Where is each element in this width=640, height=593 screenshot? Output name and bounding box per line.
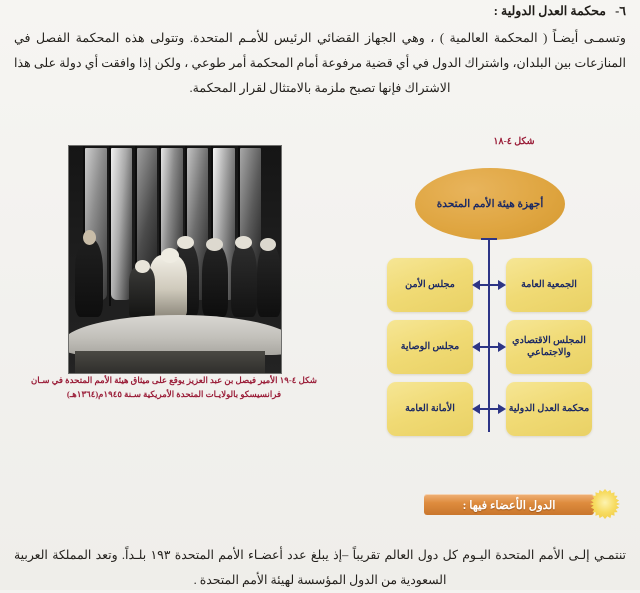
section-title: محكمة العدل الدولية : <box>493 4 606 18</box>
members-section-banner <box>424 489 620 519</box>
photo-image <box>69 146 281 373</box>
starburst-icon <box>590 489 620 519</box>
diagram-root-label: أجهزة هيئة الأمم المتحدة <box>436 198 544 210</box>
diagram-root-node <box>415 168 565 240</box>
banner-title: الدول الأعضاء فيها : <box>462 499 556 512</box>
diagram-node-icj: محكمة العدل الدولية <box>506 382 592 436</box>
diagram-figure-label: شكل ٤-١٨ <box>493 137 535 147</box>
diagram-node-trusteeship-council: مجلس الوصاية <box>387 320 473 374</box>
diagram-node-ecosoc: المجلس الاقتصادي والاجتماعي <box>506 320 592 374</box>
diagram-node-general-assembly: الجمعية العامة <box>506 258 592 312</box>
photo-caption: شكل ٤-١٩ الأمير فيصل بن عبد العزيز يوقع على ميثاق هيئة الأمم المتحدة في سـان فرانسيسكو بالولايـات المتحدة الأمريكية سـنة ١٩٤٥م(١٣٦٤هـ) <box>30 375 318 399</box>
banner-bar <box>424 494 594 515</box>
diagram-node-security-council: مجلس الأمن <box>387 258 473 312</box>
arrow-right-icon <box>498 404 506 414</box>
section-heading <box>386 3 626 19</box>
closing-paragraph: تنتمـي إلـى الأمم المتحدة اليـوم كل دول العالم تقريباً –إذ يبلغ عدد أعضـاء الأمم المتحدة ١٩٣ بلـداً. وتعد المملكة العربية السعودية من الدول المؤسسة لهيئة الأمم المتحدة . <box>14 548 627 587</box>
diagram-connector-row2 <box>472 341 506 353</box>
section-number: ٦- <box>615 4 626 18</box>
diagram-node-secretariat: الأمانة العامة <box>387 382 473 436</box>
diagram-spine-cap <box>481 238 497 240</box>
intro-paragraph: وتسمـى أيضـاً ( المحكمة العالمية ) ، وهي الجهاز القضائي الرئيس للأمـم المتحدة. وتتولى هذه المحكمة الفصل في المنازعات بين البلدان، واشتراك الدول في أي قضية مرفوعة أمام المحكمة أمر طوعي ، ولكن إذا وافقت أي دولة على هذا الاشتراك فإنها تصبح ملزمة بالامتثال لقرار المحكمة. <box>14 31 626 95</box>
diagram-connector-row3 <box>472 403 506 415</box>
arrow-right-icon <box>498 280 506 290</box>
arrow-right-icon <box>498 342 506 352</box>
historical-photo <box>68 145 282 374</box>
diagram-connector-row1 <box>472 279 506 291</box>
